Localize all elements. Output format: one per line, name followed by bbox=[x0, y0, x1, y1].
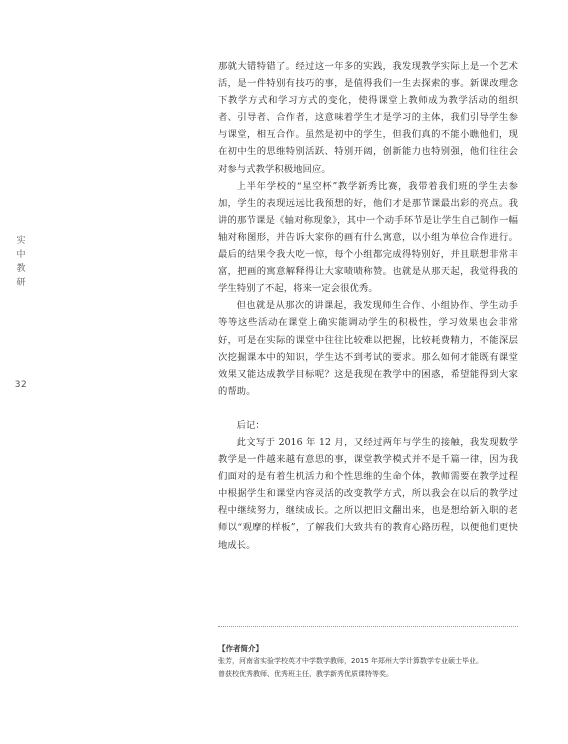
paragraph-1: 那就大错特错了。经过这一年多的实践，我发现教学实际上是一个艺术活，是一件特别有技巧的事，是值得我们一生去探索的事。新课改理念下教学方式和学习方式的变化，使得课堂上教师成为教学活动的组织者、引导者、合作者，这意味着学生才是学习的主体，我们引导学生参与课堂，相互合作。虽然是初中的学生，但我们真的不能小瞧他们，现在初中生的思维特别活跃、特别开阔，创新能力也特别强，他们往往会对参与式教学积极地回应。 bbox=[218, 61, 518, 175]
page-number: 32 bbox=[14, 380, 28, 390]
article-body bbox=[218, 58, 518, 554]
section-divider bbox=[218, 626, 518, 627]
page-margin-sidebar bbox=[0, 0, 40, 744]
author-bio bbox=[218, 642, 523, 681]
afterword-text: 此文写于 2016 年 12 月，又经过两年与学生的接触，我发现数学教学是一件越来越有意思的事，课堂教学模式并不是千篇一律，因为我们面对的是有着生机活力和个性思维的生命个体，教师需要在教学过程中根据学生和课堂内容灵活的改变教学方式，所以我会在以后的教学过程中继续努力，继续成长。之所以把旧文翻出来，也是想给新入职的老师以“观摩的样板”，了解我们大致共有的教育心路历程，以便他们更快地成长。 bbox=[218, 436, 518, 551]
paragraph-3: 但也就是从那次的讲课起，我发现师生合作、小组协作、学生动手等等这些活动在课堂上确实能调动学生的积极性，学习效果也会非常好，可是在实际的课堂中往往比较难以把握，比较耗费精力，不能深层次挖掘课本中的知识，学生达不到考试的要求。那么如何才能既有课堂效果又能达成教学目标呢？这是我现在教学中的困惑，希望能得到大家的帮助。 bbox=[218, 300, 518, 397]
author-bio-line-2: 曾获校优秀教师、优秀班主任、教学新秀优质课特等奖。 bbox=[218, 670, 393, 678]
author-bio-line-1: 张芳，河南省实验学校英才中学数学教师，2015 年郑州大学计算数学专业硕士毕业。 bbox=[218, 657, 484, 665]
afterword-heading: 后记： bbox=[236, 419, 265, 431]
author-bio-heading: 【作者简介】 bbox=[218, 644, 263, 653]
journal-name: 实 中 教 研 bbox=[16, 236, 26, 288]
paragraph-2: 上半年学校的“星空杯”教学新秀比赛，我带着我们班的学生去参加，学生的表现远远比我预想的好，他们才是那节课最出彩的亮点。我讲的那节课是《轴对称现象》，其中一个动手环节是让学生自己制作一幅轴对称图形，并告诉大家你的画有什么寓意，以小组为单位合作进行。最后的结果令我大吃一惊，每个小组都完成得特别好，并且联想非常丰富，把画的寓意解释得让大家啧啧称赞。也就是从那天起，我觉得我的学生特别了不起，将来一定会很优秀。 bbox=[218, 180, 518, 295]
afterword bbox=[218, 417, 518, 554]
